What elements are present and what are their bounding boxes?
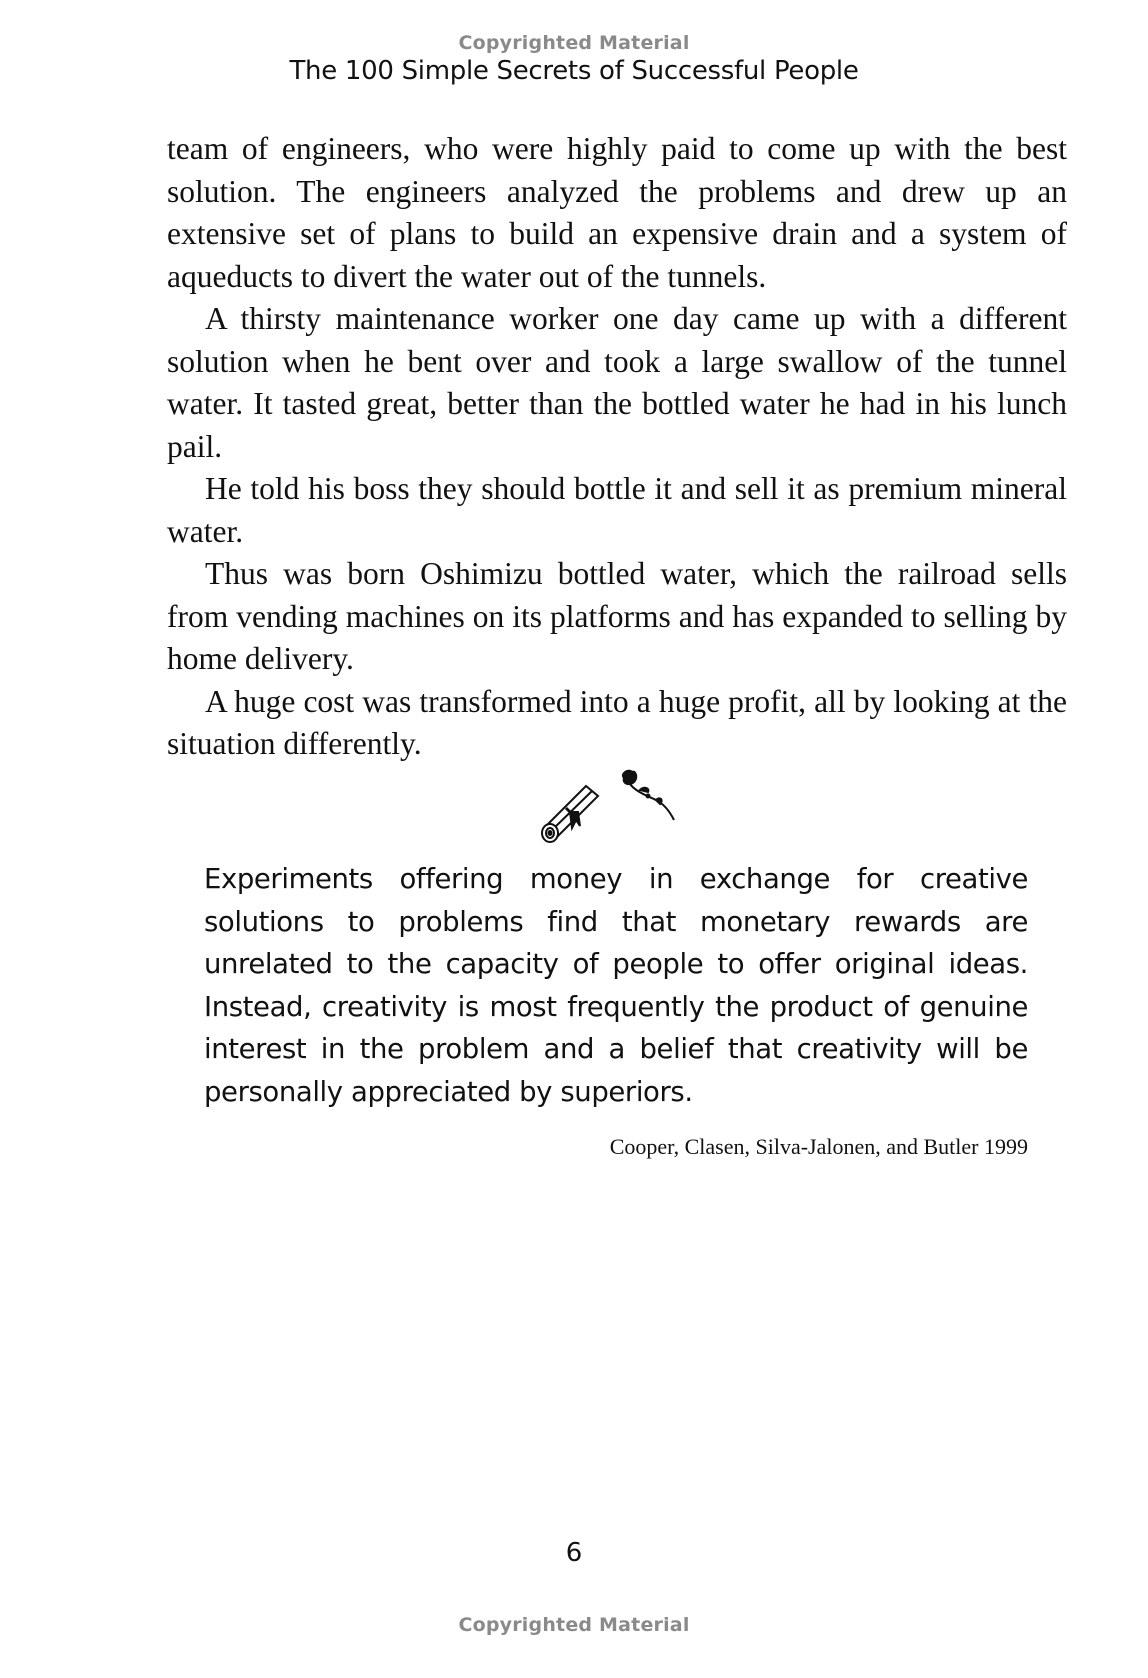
copyright-watermark-bottom: Copyrighted Material xyxy=(458,1614,690,1636)
paragraph: Thus was born Oshimizu bottled water, which the railroad sells from vending machines on its platforms and has expanded to selling by home delivery. xyxy=(167,556,1067,676)
research-note xyxy=(204,858,1028,1113)
paragraph: team of engineers, who were highly paid to come up with the best solution. The engineers analyzed the problems and drew up an extensive set of plans to build an expensive drain and a system of aqueducts to divert the water out of the tunnels. xyxy=(167,131,1067,294)
research-citation: Cooper, Clasen, Silva-Jalonen, and Butler 1999 xyxy=(609,1134,1028,1159)
copyright-watermark-top: Copyrighted Material xyxy=(458,32,690,54)
main-text xyxy=(167,128,1067,766)
page-number: 6 xyxy=(565,1538,583,1568)
paragraph: A thirsty maintenance worker one day came up with a different solution when he bent over and took a large swallow of the tunnel water. It tasted great, better than the bottled water he had in his lunch pail. xyxy=(167,301,1067,464)
research-note-text: Experiments offering money in exchange for creative solutions to problems find that monetary rewards are unrelated to the capacity of people to offer original ideas. Instead, creativity is most frequently the product of genuine interest in the problem and a belief that creativity will be personally appreciated by superiors. xyxy=(204,863,1028,1108)
paragraph: A huge cost was transformed into a huge profit, all by looking at the situation differently. xyxy=(167,683,1067,761)
scroll-and-rose-icon xyxy=(536,766,696,846)
paragraph: He told his boss they should bottle it and sell it as premium mineral water. xyxy=(167,471,1067,549)
running-title: The 100 Simple Secrets of Successful People xyxy=(289,56,859,86)
